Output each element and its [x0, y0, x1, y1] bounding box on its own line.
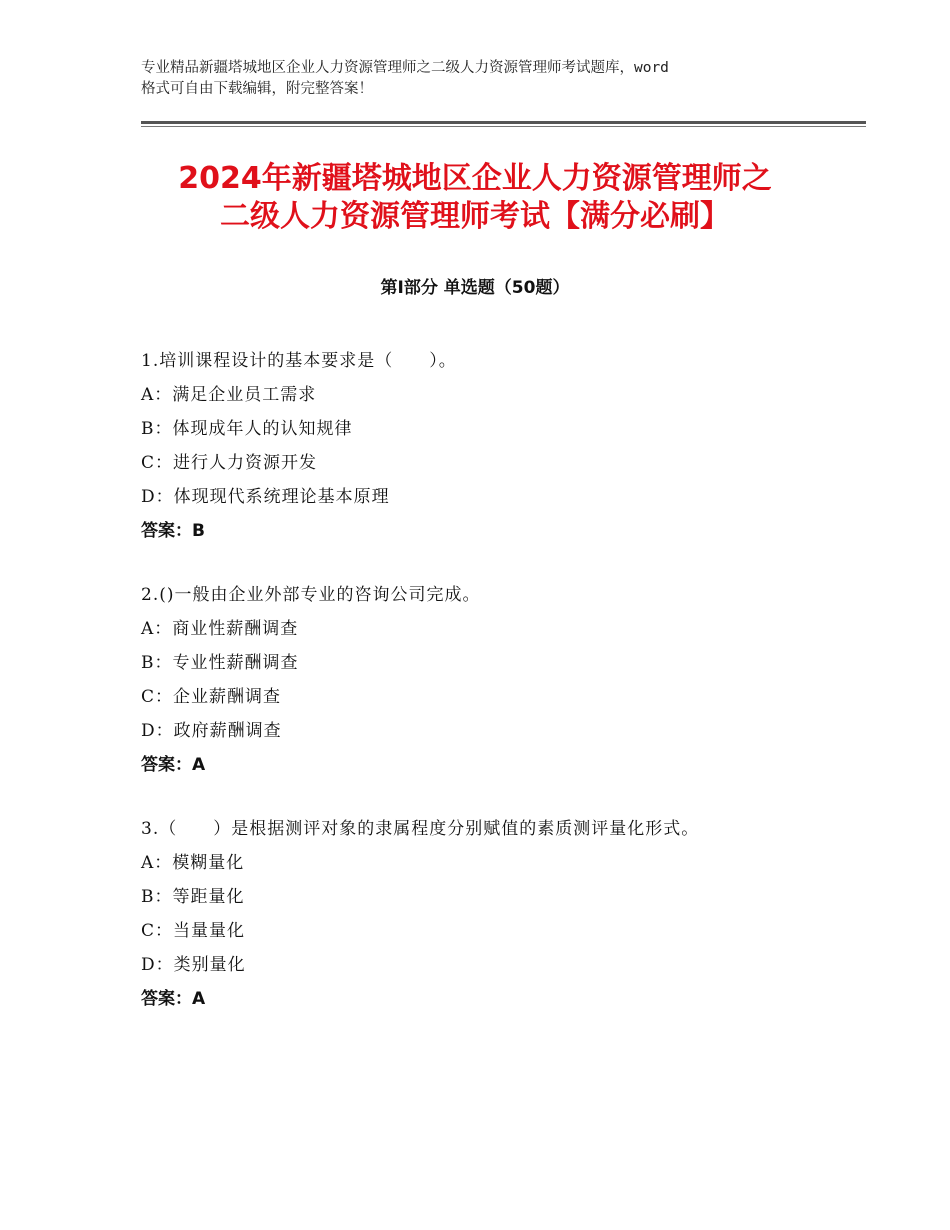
option-c: C：进行人力资源开发	[141, 453, 318, 473]
option-a: A：满足企业员工需求	[141, 385, 317, 405]
option-d: D：体现现代系统理论基本原理	[141, 487, 390, 507]
section-heading: 第Ⅰ部分 单选题（50题）	[380, 278, 570, 298]
document-title-line-1: 2024年新疆塔城地区企业人力资源管理师之	[178, 161, 772, 196]
answer-label: 答案：B	[141, 521, 205, 541]
header-note-line-2: 格式可自由下载编辑，附完整答案！	[141, 81, 373, 97]
option-c: C：当量量化	[141, 921, 246, 941]
header-note-line-1: 专业精品新疆塔城地区企业人力资源管理师之二级人力资源管理师考试题库，word	[141, 60, 669, 76]
question-stem: 3.（ ）是根据测评对象的隶属程度分别赋值的素质测评量化形式。	[141, 819, 700, 839]
question-stem: 1.培训课程设计的基本要求是（ ）。	[141, 351, 457, 371]
option-a: A：模糊量化	[141, 853, 245, 873]
header-divider-thin	[141, 126, 866, 127]
option-a: A：商业性薪酬调查	[141, 619, 299, 639]
option-c: C：企业薪酬调查	[141, 687, 282, 707]
answer-label: 答案：A	[141, 755, 206, 775]
document-title-line-2: 二级人力资源管理师考试【满分必刷】	[220, 199, 730, 234]
answer-label: 答案：A	[141, 989, 206, 1009]
header-divider-thick	[141, 121, 866, 124]
document-title	[100, 160, 850, 236]
question-list	[141, 344, 831, 1046]
option-d: D：类别量化	[141, 955, 246, 975]
option-b: B：等距量化	[141, 887, 245, 907]
option-b: B：专业性薪酬调查	[141, 653, 299, 673]
header-note	[141, 58, 821, 100]
option-b: B：体现成年人的认知规律	[141, 419, 353, 439]
option-d: D：政府薪酬调查	[141, 721, 282, 741]
question-stem: 2.()一般由企业外部专业的咨询公司完成。	[141, 585, 481, 605]
question-1	[141, 344, 831, 548]
question-3	[141, 812, 831, 1016]
question-2	[141, 578, 831, 782]
